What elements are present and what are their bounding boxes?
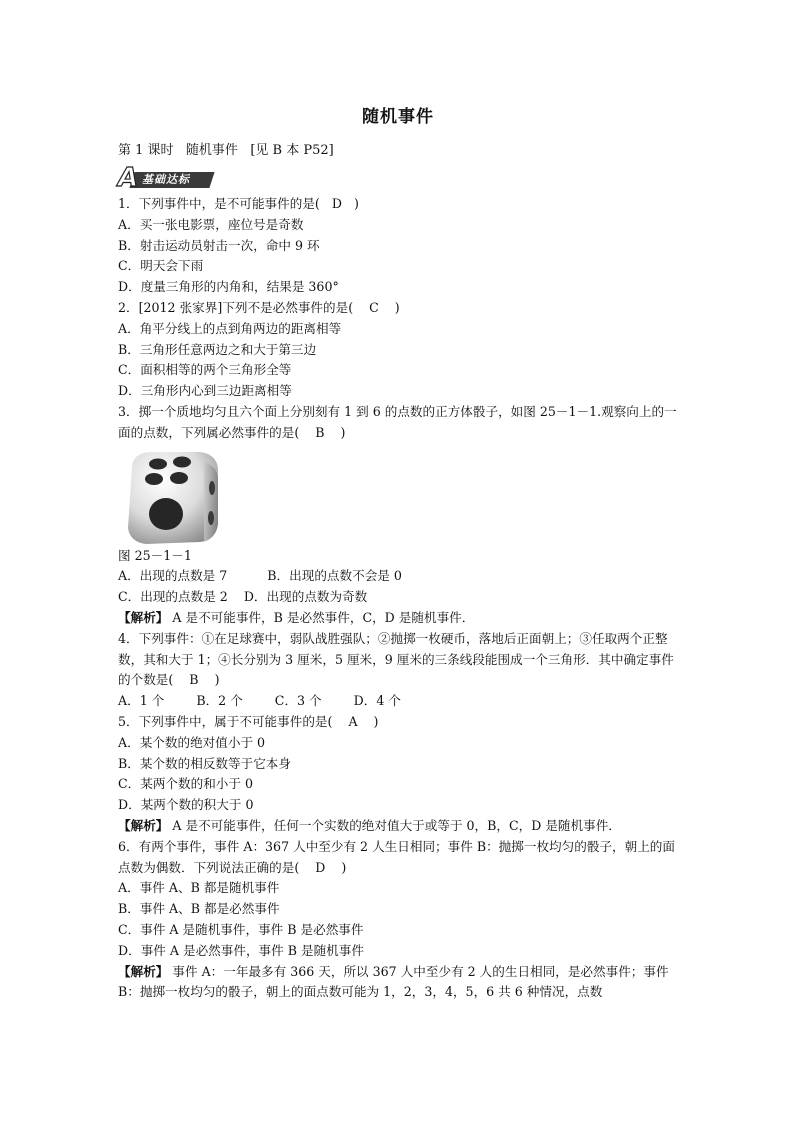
dice-icon	[122, 448, 222, 546]
question-1-option-b: B．射击运动员射击一次，命中 9 环	[118, 237, 320, 253]
question-5-option-d: D．某两个数的积大于 0	[118, 797, 254, 813]
analysis-text: 事件 A：一年最多有 366 天，所以 367 人中至少有 2 人的生日相同，是必然事件；事件 B：抛掷一枚均匀的骰子，朝上的面点数可能为 1，2，3，4，5，6 共 6 种情况，点数	[118, 963, 673, 1000]
question-1-option-d: D．度量三角形的内角和，结果是 360°	[118, 279, 339, 295]
section-banner	[118, 164, 678, 192]
question-3-analysis	[118, 608, 678, 629]
lesson-subtitle: 第 1 课时 随机事件 [见 B 本 P52]	[118, 143, 334, 158]
question-6-option-d: D．事件 A 是必然事件，事件 B 是随机事件	[118, 942, 364, 958]
question-1-stem: 1．下列事件中，是不可能事件的是( D )	[118, 196, 359, 211]
analysis-label: 【解析】	[118, 817, 169, 833]
question-3-options-line-1: A．出现的点数是 7 B．出现的点数不会是 0	[118, 568, 402, 584]
question-6-option-c: C．事件 A 是随机事件，事件 B 是必然事件	[118, 921, 364, 937]
banner-letter: A	[118, 163, 139, 193]
question-5-option-b: B．某个数的相反数等于它本身	[118, 755, 291, 771]
question-5-option-a: A．某个数的绝对值小于 0	[118, 734, 266, 750]
banner-label: 基础达标	[142, 173, 190, 186]
question-2-option-b: B．三角形任意两边之和大于第三边	[118, 341, 317, 357]
question-4-options: A．1 个 B．2 个 C．3 个 D．4 个	[118, 693, 401, 709]
question-1-option-c: C．明天会下雨	[118, 258, 204, 274]
question-2-stem: 2．[2012 张家界]下列不是必然事件的是( C )	[118, 299, 400, 315]
page-title: 随机事件	[362, 107, 434, 127]
document-page	[118, 104, 678, 1003]
analysis-text: A 是不可能事件，任何一个实数的绝对值大于或等于 0，B，C，D 是随机事件．	[168, 817, 621, 833]
question-5-analysis	[118, 816, 678, 837]
question-3-options-line-2: C．出现的点数是 2 D．出现的点数为奇数	[118, 589, 368, 605]
question-2-option-d: D．三角形内心到三边距离相等	[118, 383, 292, 399]
question-6-option-a: A．事件 A、B 都是随机事件	[118, 880, 280, 896]
question-5-option-c: C．某两个数的和小于 0	[118, 776, 253, 792]
question-3-stem: 3．掷一个质地均匀且六个面上分别刻有 1 到 6 的点数的正方体骰子，如图 25－1－1.观察向上的一面的点数，下列属必然事件的是( B )	[118, 403, 677, 440]
analysis-label: 【解析】	[118, 963, 169, 979]
question-2-option-c: C．面积相等的两个三角形全等	[118, 362, 292, 378]
analysis-text: A 是不可能事件，B 是必然事件，C，D 是随机事件．	[168, 609, 475, 625]
question-6-analysis	[118, 962, 678, 1004]
analysis-label: 【解析】	[118, 609, 169, 625]
question-5-stem: 5．下列事件中，属于不可能事件的是( A )	[118, 713, 379, 729]
question-4-stem: 4．下列事件：①在足球赛中，弱队战胜强队；②抛掷一枚硬币，落地后正面朝上；③任取两个正整数，其和大于 1；④长分别为 3 厘米，5 厘米，9 厘米的三条线段能围成一个三角形．其中确定事件的个数是( B )	[118, 630, 674, 688]
question-2-option-a: A．角平分线上的点到角两边的距离相等	[118, 320, 342, 336]
figure-caption: 图 25－1－1	[118, 547, 192, 563]
question-6-option-b: B．事件 A、B 都是必然事件	[118, 901, 280, 917]
question-6-stem: 6．有两个事件，事件 A：367 人中至少有 2 人生日相同；事件 B：抛掷一枚均匀的骰子，朝上的面点数为偶数．下列说法正确的是( D )	[118, 838, 675, 875]
question-1-option-a: A．买一张电影票，座位号是奇数	[118, 216, 304, 232]
